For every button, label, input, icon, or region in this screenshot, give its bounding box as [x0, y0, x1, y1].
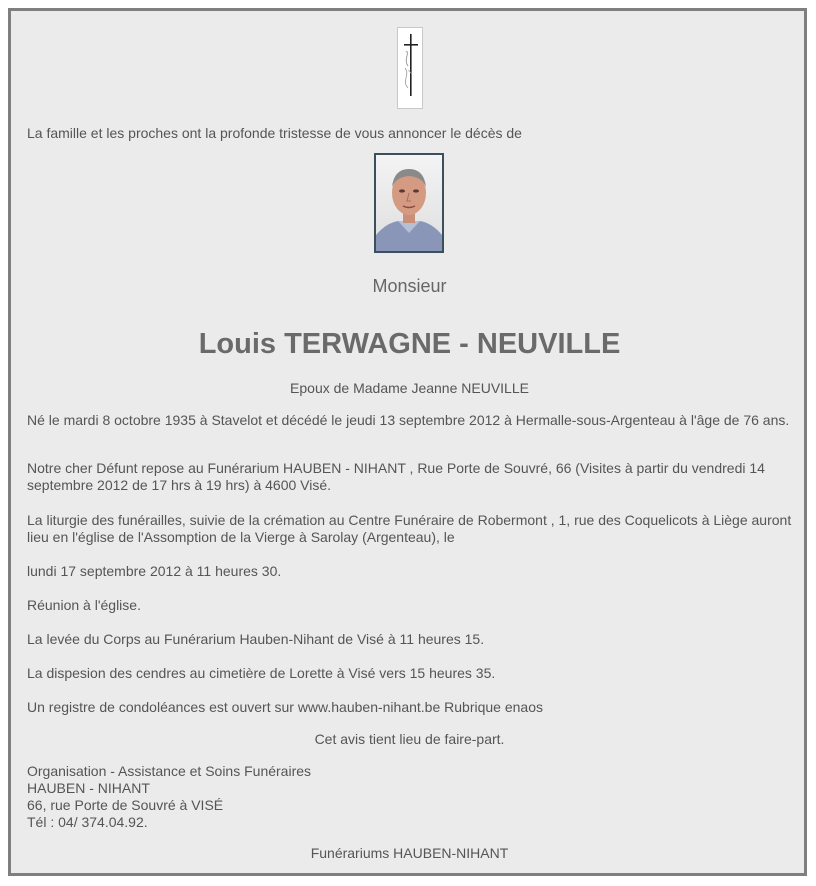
portrait-photo [374, 153, 444, 253]
liturgy-paragraph: La liturgie des funérailles, suivie de la crémation au Centre Funéraire de Robermont , 1, rue des Coquelicots à Liège auront lieu en l'église de l'Assomption de la Vierge à Sarolay (Argenteau), le [27, 512, 792, 545]
meeting-line: Réunion à l'église. [27, 597, 141, 613]
spouse-line: Epoux de Madame Jeanne NEUVILLE [290, 380, 529, 396]
organisation-block [27, 763, 792, 831]
birth-death-paragraph: Né le mardi 8 octobre 1935 à Stavelot et décédé le jeudi 13 septembre 2012 à Hermalle-sous-Argenteau à l'âge de 76 ans. [27, 412, 790, 428]
resting-place-paragraph: Notre cher Défunt repose au Funérarium HAUBEN - NIHANT , Rue Porte de Souvré, 66 (Visites à partir du vendredi 14 septembre 2012 de 17 hrs à 19 hrs) à 4600 Visé. [27, 460, 765, 493]
footer-signature: Funérariums HAUBEN-NIHANT [310, 845, 509, 861]
honorific-title: Monsieur [372, 276, 447, 296]
organisation-line: Organisation - Assistance et Soins Funéraires [27, 763, 312, 779]
condolence-register-line: Un registre de condoléances est ouvert sur www.hauben-nihant.be Rubrique enaos [27, 699, 543, 715]
ashes-line: La dispesion des cendres au cimetière de Lorette à Visé vers 15 heures 35. [27, 665, 496, 681]
organisation-name: HAUBEN - NIHANT [27, 780, 150, 796]
death-notice-card [8, 8, 807, 876]
cross-emblem [397, 27, 423, 109]
organisation-address: 66, rue Porte de Souvré à VISÉ [27, 797, 224, 813]
levee-line: La levée du Corps au Funérarium Hauben-Nihant de Visé à 11 heures 15. [27, 631, 485, 647]
funeral-date: lundi 17 septembre 2012 à 11 heures 30. [27, 563, 282, 579]
deceased-name: Louis TERWAGNE - NEUVILLE [198, 328, 621, 360]
organisation-phone: Tél : 04/ 374.04.92. [27, 814, 148, 830]
cross-icon [398, 28, 422, 108]
faire-part-line: Cet avis tient lieu de faire-part. [314, 731, 505, 747]
intro-text: La famille et les proches ont la profonde tristesse de vous annoncer le décès de [27, 125, 522, 141]
